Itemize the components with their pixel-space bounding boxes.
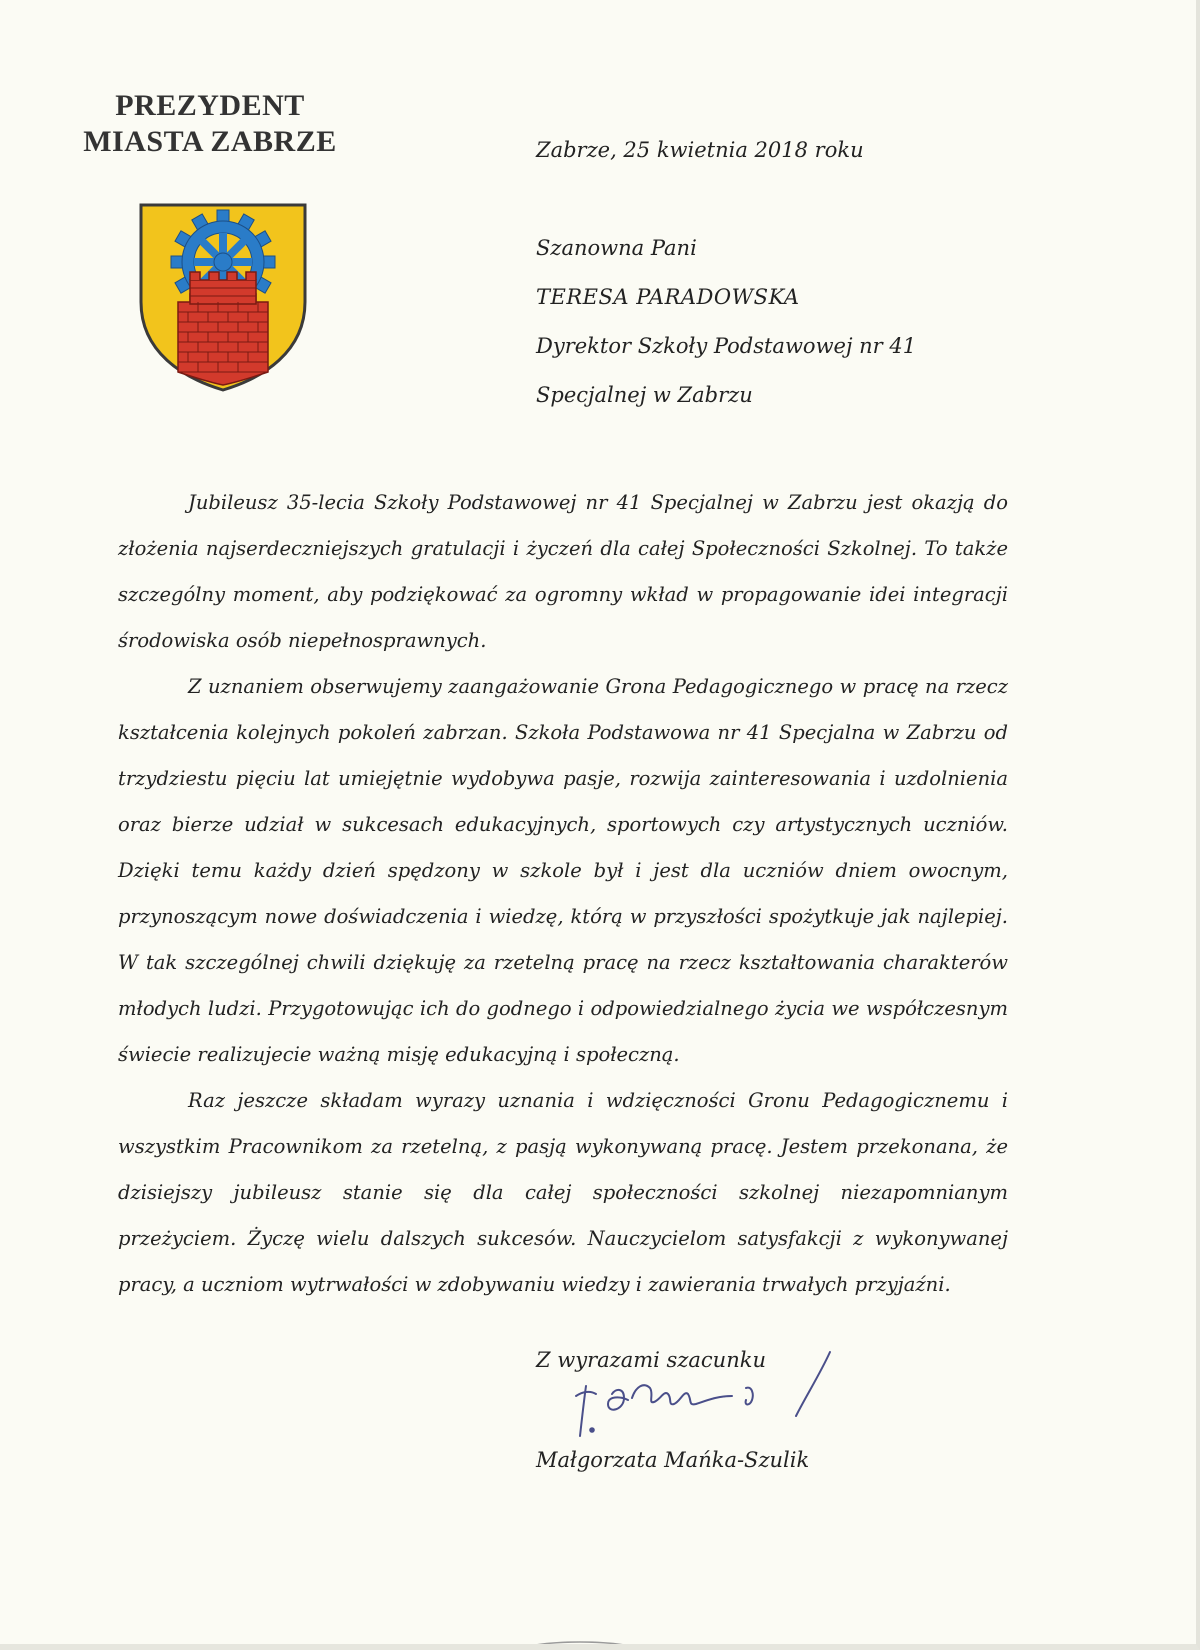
- closing-phrase: Z wyrazami szacunku: [536, 1348, 766, 1372]
- body-paragraph: Raz jeszcze składam wyrazy uznania i wdzięczności Gronu Pedagogicznemu i wszystkim Pracownikom za rzetelną, z pasją wykonywaną pracę. Jestem przekonana, że dzisiejszy jubileusz stanie się dla całej społeczności szkolnej niezapomnianym przeżyciem. Życzę wielu dalszych sukcesów. Nauczycielom satysfakcji z wykonywanej pracy, a uczniom wytrwałości w zdobywaniu wiedzy i zawierania trwałych przyjaźni.: [118, 1089, 1008, 1296]
- recipient-salutation: Szanowna Pani: [536, 236, 697, 260]
- recipient-institution: Specjalnej w Zabrzu: [536, 383, 753, 407]
- letterhead-title: PREZYDENT: [115, 89, 305, 122]
- recipient-name: TERESA PARADOWSKA: [536, 285, 800, 309]
- recipient-position: Dyrektor Szkoły Podstawowej nr 41: [536, 334, 917, 358]
- signer-name: Małgorzata Mańka-Szulik: [536, 1448, 810, 1472]
- body-paragraph: Jubileusz 35-lecia Szkoły Podstawowej nr 41 Specjalnej w Zabrzu jest okazją do złożenia najserdeczniejszych gratulacji i życzeń dla całej Społeczności Szkolnej. To także szczególny moment, aby podziękować za ogromny wkład w propagowanie idei integracji środowiska osób niepełnosprawnych.: [118, 491, 1008, 652]
- scan-edge-mark: [520, 1638, 640, 1650]
- letterhead-subtitle: MIASTA ZABRZE: [83, 125, 337, 158]
- letter-body: [118, 480, 1008, 1308]
- handwritten-signature: [568, 1338, 858, 1458]
- letter-date: Zabrze, 25 kwietnia 2018 roku: [536, 138, 864, 162]
- body-paragraph: Z uznaniem obserwujemy zaangażowanie Grona Pedagogicznego w pracę na rzecz kształcenia kolejnych pokoleń zabrzan. Szkoła Podstawowa nr 41 Specjalna w Zabrzu od trzydziestu pięciu lat umiejętnie wydobywa pasje, rozwija zainteresowania i uzdolnienia oraz bierze udział w sukcesach edukacyjnych, sportowych czy artystycznych uczniów. Dzięki temu każdy dzień spędzony w szkole był i jest dla uczniów dniem owocnym, przynoszącym nowe doświadczenia i wiedzę, którą w przyszłości spożytkuje jak najlepiej. W tak szczególnej chwili dziękuję za rzetelną pracę na rzecz kształtowania charakterów młodych ludzi. Przygotowując ich do godnego i odpowiedzialnego życia we współczesnym świecie realizujecie ważną misję edukacyjną i społeczną.: [118, 675, 1008, 1066]
- coat-of-arms-icon: [138, 202, 308, 392]
